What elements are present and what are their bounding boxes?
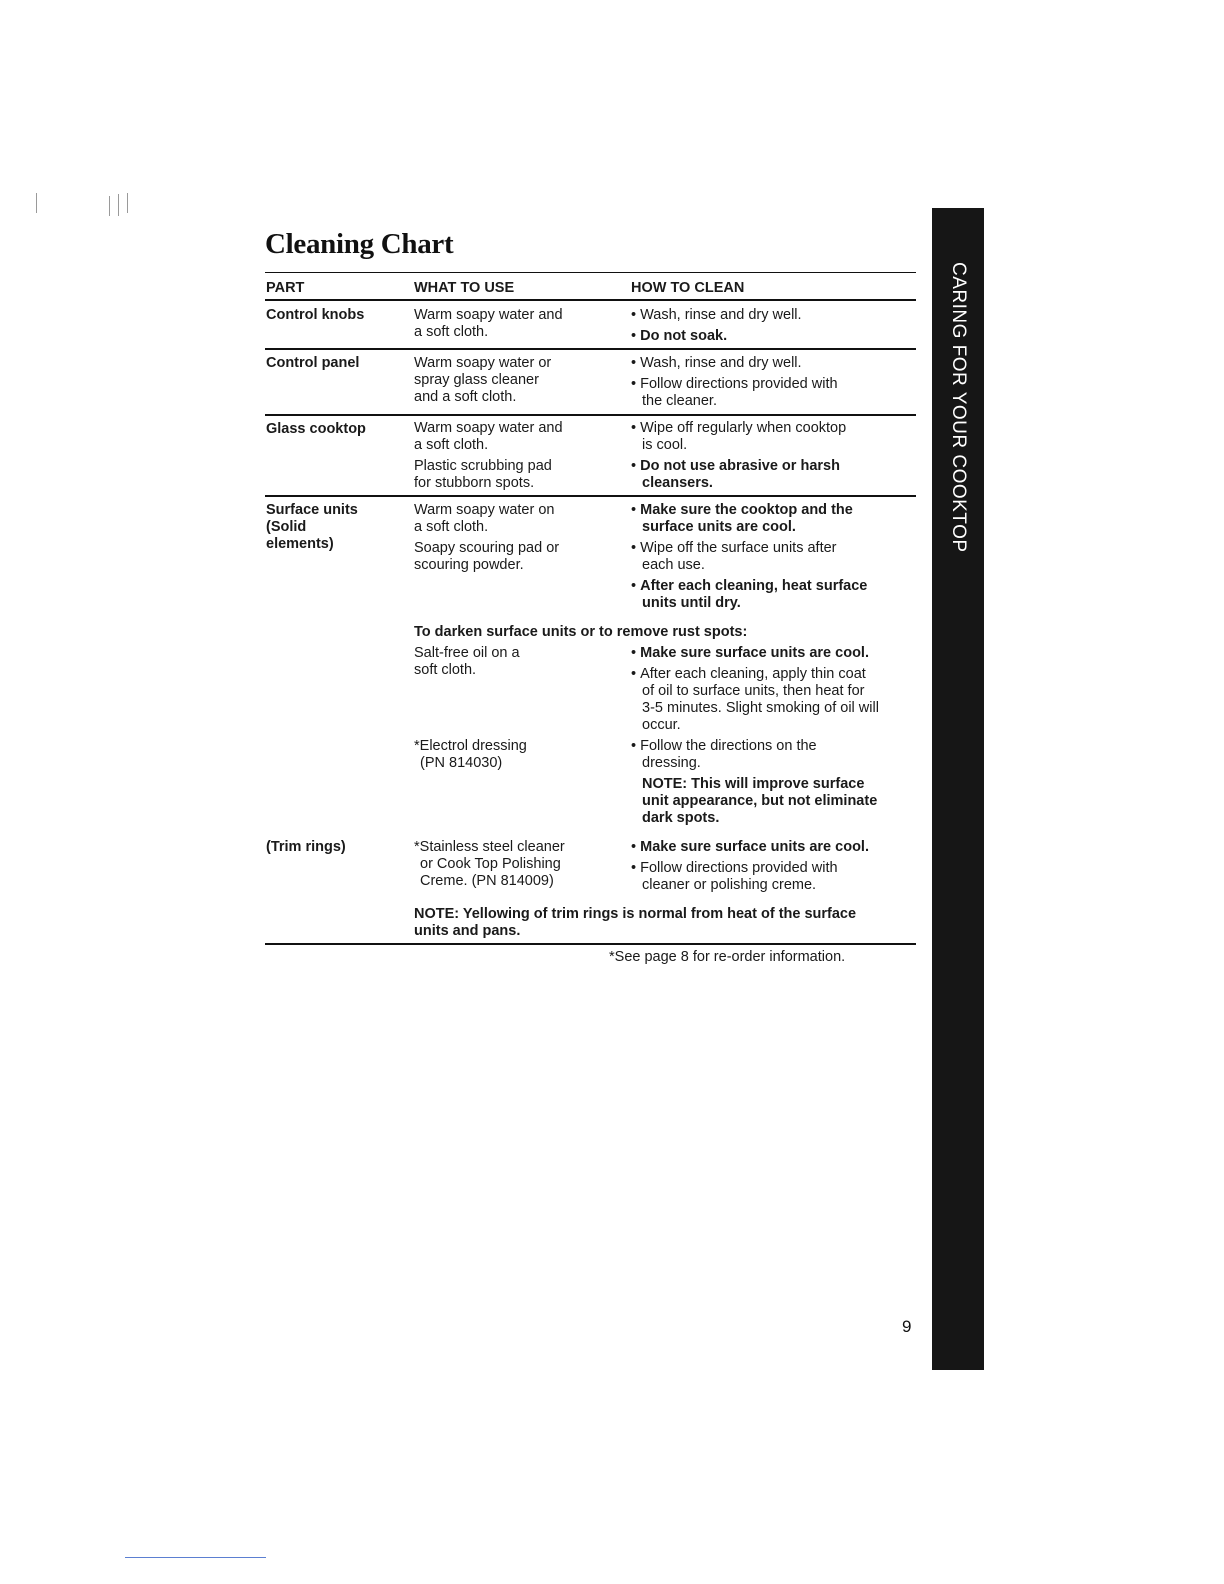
how-bullet-bold: • Do not use abrasive or harsh (631, 458, 840, 475)
column-header-part: PART (266, 280, 305, 296)
how-bullet: • Follow directions provided with (631, 376, 838, 393)
what-line: and a soft cloth. (414, 389, 517, 405)
note-line: dark spots. (642, 810, 720, 826)
part-surface-units: elements) (266, 536, 334, 552)
how-continuation: is cool. (642, 437, 688, 453)
part-glass-cooktop: Glass cooktop (266, 421, 366, 437)
how-continuation: surface units are cool. (642, 519, 796, 535)
what-line: spray glass cleaner (414, 372, 539, 388)
what-line: Warm soapy water and (414, 307, 563, 323)
trim-note-line: units and pans. (414, 923, 521, 939)
how-continuation: occur. (642, 717, 681, 733)
scan-mark (36, 193, 37, 213)
note-line: unit appearance, but not eliminate (642, 793, 878, 809)
scan-mark (109, 196, 110, 216)
part-control-knobs: Control knobs (266, 307, 365, 323)
part-surface-units: Surface units (266, 502, 358, 518)
how-bullet-bold: • Do not soak. (631, 328, 727, 345)
what-line: or Cook Top Polishing (420, 856, 561, 872)
how-continuation: each use. (642, 557, 705, 573)
how-continuation: cleansers. (642, 475, 713, 491)
what-line: (PN 814030) (420, 755, 503, 771)
how-bullet-bold: • Make sure the cooktop and the (631, 502, 853, 519)
what-line: *Electrol dressing (414, 738, 527, 754)
row-rule (265, 495, 916, 497)
what-line: Salt-free oil on a (414, 645, 520, 661)
side-tab-text: CARING FOR YOUR COOKTOP (948, 262, 969, 553)
what-line: Warm soapy water and (414, 420, 563, 436)
scan-mark (127, 193, 128, 213)
how-bullet: • Wash, rinse and dry well. (631, 307, 802, 324)
how-continuation: the cleaner. (642, 393, 717, 409)
how-bullet-bold: • Make sure surface units are cool. (631, 645, 869, 662)
side-tab (932, 208, 984, 1370)
what-line: for stubborn spots. (414, 475, 535, 491)
row-rule (265, 414, 916, 416)
what-line: Creme. (PN 814009) (420, 873, 554, 889)
what-line: *Stainless steel cleaner (414, 839, 565, 855)
part-control-panel: Control panel (266, 355, 360, 371)
table-bottom-rule (265, 943, 916, 945)
how-continuation: 3-5 minutes. Slight smoking of oil will (642, 700, 879, 716)
page-number: 9 (902, 1317, 912, 1336)
what-line: soft cloth. (414, 662, 477, 678)
what-line: Warm soapy water on (414, 502, 555, 518)
how-bullet: • Wash, rinse and dry well. (631, 355, 802, 372)
part-surface-units: (Solid (266, 519, 307, 535)
how-continuation: dressing. (642, 755, 701, 771)
what-line: Warm soapy water or (414, 355, 552, 371)
darken-heading: To darken surface units or to remove rust spots: (414, 624, 748, 640)
row-rule (265, 348, 916, 350)
how-continuation: of oil to surface units, then heat for (642, 683, 865, 699)
column-header-how-to-clean: HOW TO CLEAN (631, 280, 745, 296)
side-tab-label (932, 208, 984, 1370)
what-line: Soapy scouring pad or (414, 540, 560, 556)
bottom-blue-rule (125, 1557, 266, 1558)
what-line: Plastic scrubbing pad (414, 458, 552, 474)
how-bullet: • Wipe off regularly when cooktop (631, 420, 846, 437)
note-line: NOTE: This will improve surface (642, 776, 865, 792)
table-top-rule (265, 272, 916, 273)
what-line: a soft cloth. (414, 437, 489, 453)
how-bullet: • Follow directions provided with (631, 860, 838, 877)
part-trim-rings: (Trim rings) (266, 839, 346, 855)
how-bullet: • After each cleaning, apply thin coat (631, 666, 866, 683)
what-line: a soft cloth. (414, 519, 489, 535)
what-line: scouring powder. (414, 557, 524, 573)
page-title: Cleaning Chart (265, 228, 454, 260)
how-bullet-bold: • Make sure surface units are cool. (631, 839, 869, 856)
what-line: a soft cloth. (414, 324, 489, 340)
scan-mark (118, 194, 119, 216)
how-bullet: • Wipe off the surface units after (631, 540, 837, 557)
column-header-what-to-use: WHAT TO USE (414, 280, 515, 296)
footnote: *See page 8 for re-order information. (609, 949, 846, 965)
how-continuation: cleaner or polishing creme. (642, 877, 817, 893)
how-bullet: • Follow the directions on the (631, 738, 817, 755)
how-continuation: units until dry. (642, 595, 741, 611)
header-rule (265, 299, 916, 301)
how-bullet-bold: • After each cleaning, heat surface (631, 578, 867, 595)
trim-note-line: NOTE: Yellowing of trim rings is normal from heat of the surface (414, 906, 857, 922)
